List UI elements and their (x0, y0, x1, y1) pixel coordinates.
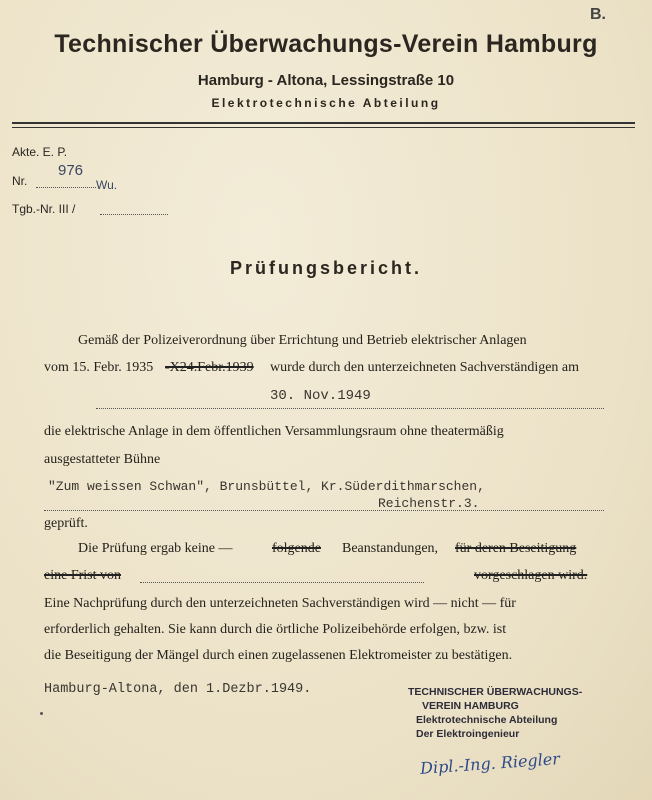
line-anlage: die elektrische Anlage in dem öffentlichen Versammlungsraum ohne theatermäßig (44, 424, 504, 439)
p3-line2: erforderlich gehalten. Sie kann durch die örtliche Polizeibehörde erfolgen, bzw. ist (44, 622, 507, 637)
p1-line2-a: vom 15. Febr. 1935 (44, 360, 154, 375)
p2-a: Die Prüfung ergab keine — (78, 541, 233, 556)
p1-line2-b: wurde durch den unterzeichneten Sachverständigen am (270, 360, 580, 375)
punch-mark (40, 712, 43, 715)
p2-struck-frist: eine Frist von (44, 568, 121, 583)
line-buehne: ausgestatteter Bühne (44, 452, 161, 467)
nr-dotted-line (36, 187, 96, 188)
location-dotted-line (44, 510, 604, 511)
nr-suffix: Wu. (96, 178, 118, 192)
geprueft: geprüft. (44, 516, 88, 531)
p1-line2-struck: -X24.Febr.1939 (165, 360, 254, 375)
header-rule-bottom (12, 127, 635, 128)
stamp-line3: Elektrotechnische Abteilung (416, 714, 558, 726)
letterhead-org: Technischer Überwachungs-Verein Hamburg (54, 30, 598, 58)
p2-struck-folgende: folgende (272, 541, 321, 556)
header-rule-top (12, 122, 635, 124)
signature: Dipl.-Ing. Riegler (419, 749, 561, 778)
p3-line1: Eine Nachprüfung durch den unterzeichneten Sachverständigen wird — nicht — für (44, 596, 516, 611)
frist-dotted-line (140, 582, 424, 583)
letterhead-address: Hamburg - Altona, Lessingstraße 10 (197, 72, 455, 89)
stamp-line2: VEREIN HAMBURG (422, 700, 519, 712)
place-date: Hamburg-Altona, den 1.Dezbr.1949. (44, 682, 312, 697)
p3-line3: die Beseitigung der Mängel durch einen zugelassenen Elektromeister zu bestätigen. (44, 648, 513, 663)
report-heading: Prüfungsbericht. (229, 258, 422, 278)
letterhead-department: Elektrotechnische Abteilung (211, 96, 441, 110)
stamp-line4: Der Elektroingenieur (416, 728, 520, 740)
tgb-dotted-line (100, 214, 168, 215)
stamp-line1: TECHNISCHER ÜBERWACHUNGS- (408, 686, 583, 698)
location-line2: Reichenstr.3. (378, 496, 480, 511)
nr-value: 976 (58, 162, 84, 179)
date-dotted-line (96, 408, 604, 409)
p2-struck-beseitigung: für deren Beseitigung (455, 541, 577, 556)
p2-b: Beanstandungen, (342, 541, 439, 556)
nr-label: Nr. (12, 174, 28, 188)
corner-mark: B. (590, 6, 606, 23)
p1-line1: Gemäß der Polizeiverordnung über Errichtung und Betrieb elektrischer Anlagen (78, 333, 527, 348)
akte-label: Akte. E. P. (12, 145, 68, 159)
tgb-label: Tgb.-Nr. III / (12, 202, 76, 216)
p2-struck-vorgeschlagen: vorgeschlagen wird. (474, 568, 588, 583)
inspection-date: 30. Nov.1949 (270, 388, 371, 404)
location-line1: "Zum weissen Schwan", Brunsbüttel, Kr.Süderdithmarschen, (48, 479, 485, 494)
